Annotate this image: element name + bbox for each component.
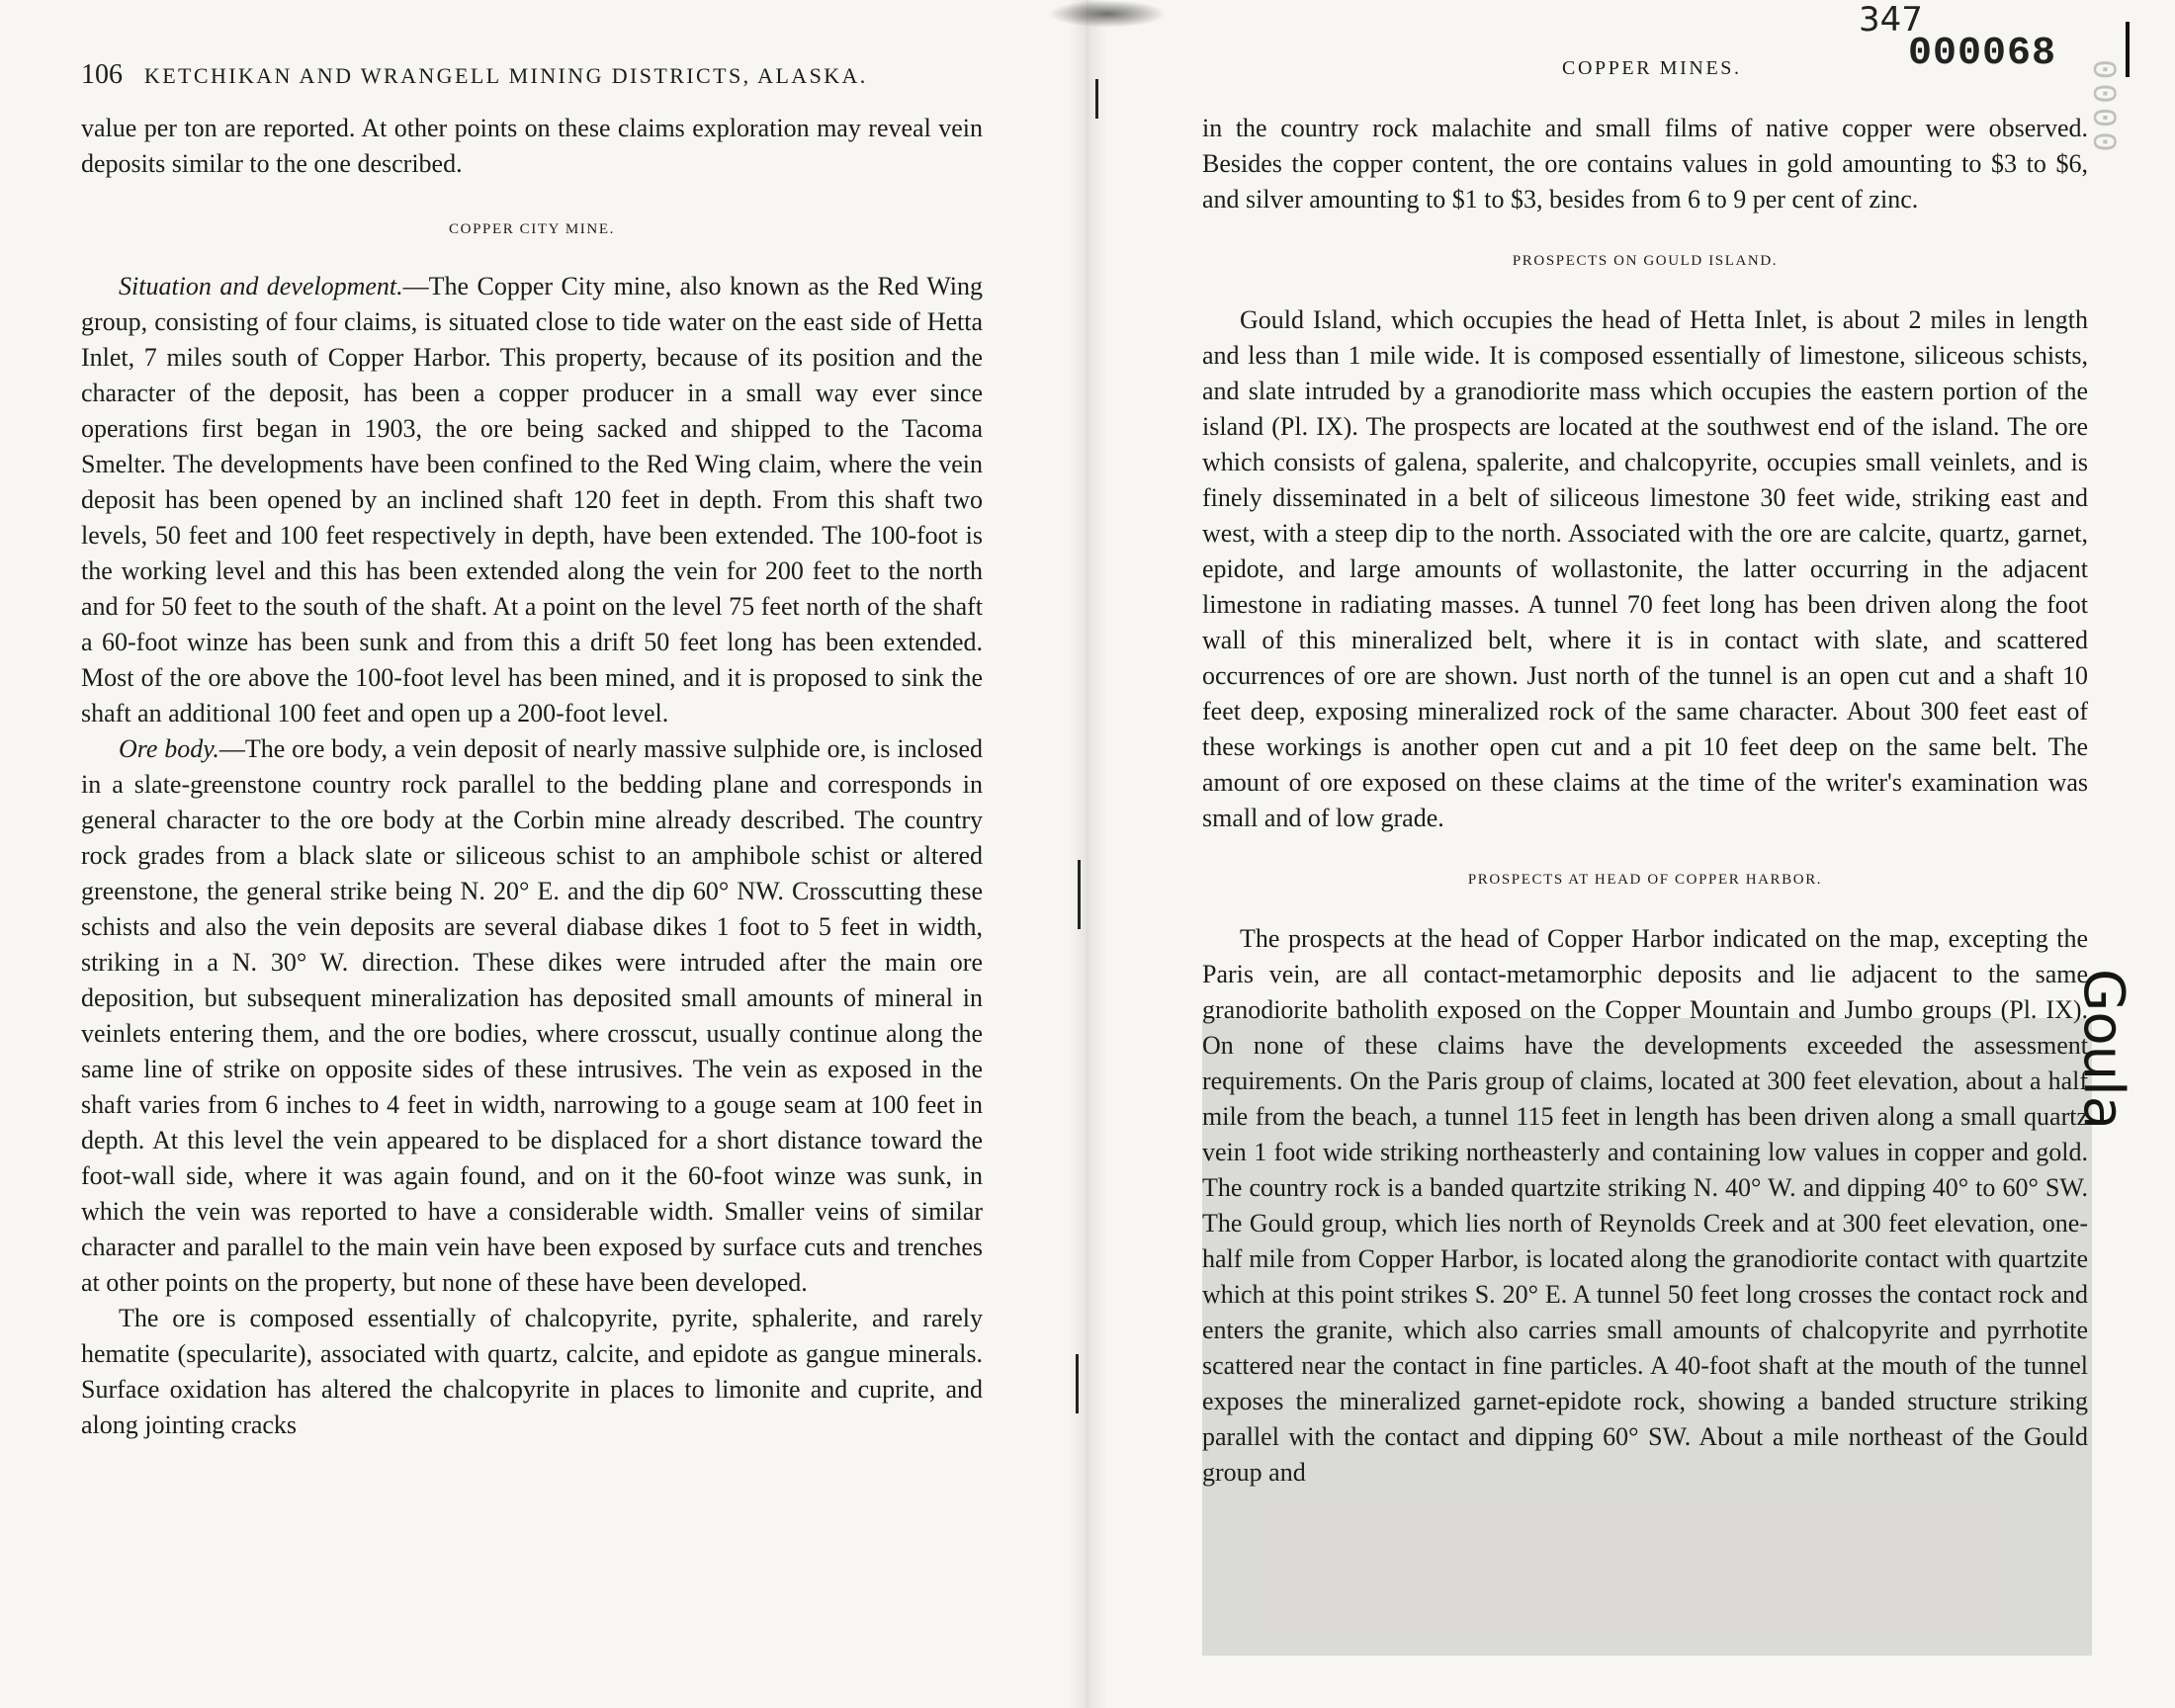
copper-harbor-paragraph: The prospects at the head of Copper Harbor indicated on the map, excepting the Paris vein, are all contact-metamorphic deposits and lie adjacent to the same granodiorite batholith exposed on the Copper Mountain and Jumbo groups (Pl. IX). On none of these claims have the developments exceeded the assessment requirements. On the Paris group of claims, located at 300 feet elevation, about a half mile from the beach, a tunnel 115 feet in length has been driven along a small quartz vein 1 foot wide striking northeasterly and containing low values in copper and gold. The country rock is a banded quartzite striking N. 40° W. and dipping 40° to 60° SW. The Gould group, which lies north of Reynolds Creek and at 300 feet elevation, one-half mile from Copper Harbor, is located along the granodiorite contact with quartzite which at this point strikes S. 20° E. A tunnel 50 feet long crosses the contact rock and enters the granite, which also carries small amounts of chalcopyrite and pyrrhotite scattered near the contact in fine particles. A 40-foot shaft at the mouth of the tunnel exposes the mineralized garnet-epidote rock, showing a banded structure striking parallel with the contact and dipping 60° SW. About a mile northeast of the Gould group and <box>1202 924 2088 1487</box>
continuation-paragraph: in the country rock malachite and small films of native copper were observed. Besides the copper content, the ore contains values in gold amounting to $3 to $6, and silver amounting to $1 to $3, besides from 6 to 9 per cent of zinc. <box>1202 114 2088 214</box>
right-running-head: COPPER MINES. <box>1562 57 1742 79</box>
handwritten-annotation: Goula <box>2071 969 2135 1131</box>
page-number: 106 <box>81 59 123 90</box>
section-heading: PROSPECTS AT HEAD OF COPPER HARBOR. <box>1467 872 1823 888</box>
paragraph-lead: Ore body. <box>119 734 219 763</box>
bates-stamp: 000068 <box>1908 32 2057 76</box>
handwritten-page-mark: 347 <box>1859 0 1923 40</box>
paragraph-body: —The ore body, a vein deposit of nearly massive sulphide ore, is inclosed in a slate-greenstone country rock parallel to the bedding plane and corresponds in general character to the ore body at the Corbin mine already described. The country rock grades from a black slate or siliceous schist to an amphibole schist or altered greenstone, the general strike being N. 20° E. and the dip 60° NW. Crosscutting these schists and also the vein deposits are several diabase dikes 1 foot to 5 feet in width, striking in a N. 30° W. direction. These dikes were intruded after the main ore deposition, but subsequent mineralization has deposited small amounts of mineral in veinlets entering them, and the ore bodies, where crosscut, usually continue along the same line of strike on opposite sides of these intrusives. The vein as exposed in the shaft varies from 6 inches to 4 feet in width, narrowing to a gouge seam at 100 feet in depth. At this level the vein appeared to be displaced for a short distance toward the foot-wall side, where it was again found, and on it the 60-foot winze was sunk, in which the vein was reported to have a considerable width. Smaller veins of similar character and parallel to the main vein have been exposed by surface cuts and trenches at other points on the property, but none of these have been developed. <box>81 734 984 1297</box>
faint-side-stamp: 0000 <box>2083 59 2121 156</box>
gutter-mark <box>1078 860 1081 929</box>
gould-island-paragraph: Gould Island, which occupies the head of Hetta Inlet, is about 2 miles in length and less than 1 mile wide. It is composed essentially of limestone, siliceous schists, and slate intruded by a granodiorite mass which occupies the eastern portion of the island (Pl. IX). The prospects are located at the southwest end of the island. The ore which consists of galena, spalerite, and chalcopyrite, occupies small veinlets, and is finely disseminated in a belt of siliceous limestone 30 feet wide, striking east and west, with a steep dip to the north. Associated with the ore are calcite, quartz, garnet, epidote, and large amounts of wollastonite, the latter occurring in the adjacent limestone in radiating masses. A tunnel 70 feet long has been driven along the foot wall of this mineralized belt, where it is in contact with slate, and scattered occurrences of ore are shown. Just north of the tunnel is an open cut and a shaft 10 feet deep, exposing mineralized rock of the same character. About 300 feet east of these workings is another open cut and a pit 10 feet deep on the same belt. The amount of ore exposed on these claims at the time of the writer's examination was small and of low grade. <box>1202 305 2088 832</box>
margin-bar <box>2126 22 2130 77</box>
right-text-column <box>1202 111 2088 1491</box>
left-running-head <box>81 59 1000 91</box>
situation-paragraph <box>81 269 983 731</box>
composition-paragraph: The ore is composed essentially of chalcopyrite, pyrite, sphalerite, and rarely hematite (specularite), associated with quartz, calcite, and epidote as gangue minerals. Surface oxidation has altered the chalcopyrite in places to limonite and cuprite, and along jointing cracks <box>81 1304 983 1439</box>
running-head-title: KETCHIKAN AND WRANGELL MINING DISTRICTS, ALASKA. <box>143 63 868 88</box>
ore-body-paragraph <box>81 731 983 1301</box>
continuation-paragraph: value per ton are reported. At other points on these claims exploration may reveal vein deposits similar to the one described. <box>81 114 983 178</box>
section-heading: PROSPECTS ON GOULD ISLAND. <box>1512 253 1779 269</box>
paragraph-body: —The Copper City mine, also known as the Red Wing group, consisting of four claims, is situated close to tide water on the east side of Hetta Inlet, 7 miles south of Copper Harbor. This property, because of its position and the character of the deposit, has been a copper producer in a small way ever since operations first began in 1903, the ore being sacked and shipped to the Tacoma Smelter. The developments have been confined to the Red Wing claim, where the vein deposit has been opened by an inclined shaft 120 feet in depth. From this shaft two levels, 50 feet and 100 feet respectively in depth, have been extended. The 100-foot is the working level and this has been extended along the vein for 200 feet to the north and for 50 feet to the south of the shaft. At a point on the level 75 feet north of the shaft a 60-foot winze has been sunk and from this a drift 50 feet long has been extended. Most of the ore above the 100-foot level has been mined, and it is proposed to sink the shaft an additional 100 feet and open up a 200-foot level. <box>81 272 984 727</box>
left-text-column <box>81 111 983 1443</box>
paragraph-lead: Situation and development. <box>119 272 403 300</box>
section-heading: COPPER CITY MINE. <box>449 221 615 237</box>
